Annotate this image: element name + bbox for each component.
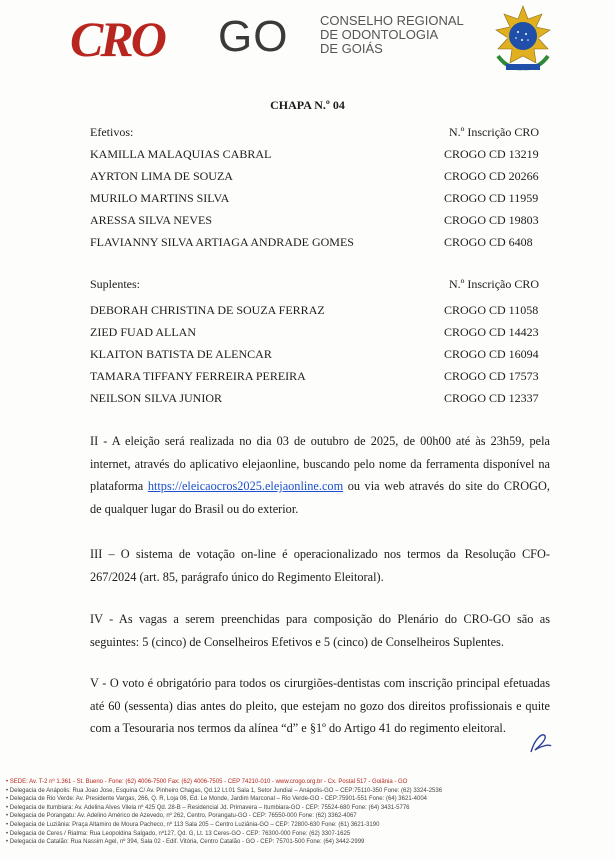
member-registration: CROGO CD 19803	[444, 213, 539, 227]
efetivos-col-header: N.º Inscrição CRO	[449, 125, 540, 139]
member-registration: CROGO CD 20266	[444, 169, 539, 183]
footer-addresses	[6, 778, 615, 847]
footer-line: • SEDE: Av. T-2 nº 1.361 - St. Bueno - Fone: (62) 4006-7500 Fax: (62) 4006-7505 - CEP 74210-010 - www.crogo.org.br - Cx. Postal 517 - Goiânia - GO	[6, 779, 408, 785]
brazil-coat-of-arms-icon	[488, 4, 558, 74]
member-name: NEILSON SILVA JUNIOR	[90, 391, 223, 405]
suplentes-col-header: N.º Inscrição CRO	[449, 277, 540, 291]
paragraph-v: V - O voto é obrigatório para todos os cirurgiões-dentistas com inscrição principal efetuadas até 60 (sessenta) dias antes do pleito, que estejam no gozo dos direitos profissionais e quite com a Tesouraria nos termos da alínea “d” e §1º do Artigo 41 do regimento eleitoral.	[90, 676, 550, 735]
go-logo-text: GO	[218, 12, 289, 61]
paragraph-iv: IV - As vagas a serem preenchidas para composição do Plenário do CRO-GO são as seguintes: 5 (cinco) de Conselheiros Efetivos e 5 (cinco) de Conselheiros Suplentes.	[90, 612, 550, 649]
member-name: ARESSA SILVA NEVES	[90, 213, 213, 227]
org-name-line: CONSELHO REGIONAL	[320, 13, 464, 28]
footer-line: • Delegacia de Rio Verde: Av. Presidente Vargas, 266, Q. R, Loja 06, Ed. Le Monde, Jardim Marconal – Rio Verde-GO - CEP:75901-551 Fone: (64) 3621-4004	[6, 796, 428, 803]
member-registration: CROGO CD 12337	[444, 391, 539, 405]
footer-line: • Delegacia de Itumbiara: Av. Adelina Alves Vilela nº 425 Qd. 28-B – Residencial Jd. Primavera – Itumbiara-GO - CEP: 75524-680 Fone: (64) 3431-5776	[6, 804, 410, 811]
member-registration: CROGO CD 13219	[444, 147, 539, 161]
member-name: KLAITON BATISTA DE ALENCAR	[90, 347, 272, 361]
member-registration: CROGO CD 6408	[444, 235, 533, 249]
member-registration: CROGO CD 17573	[444, 369, 539, 383]
member-name: AYRTON LIMA DE SOUZA	[90, 169, 233, 183]
member-registration: CROGO CD 16094	[444, 347, 539, 361]
efetivos-label: Efetivos:	[90, 125, 134, 139]
paragraph-iii: III – O sistema de votação on-line é operacionalizado nos termos da Resolução CFO-267/2024 (art. 85, parágrafo único do Regimento Eleitoral).	[90, 547, 550, 584]
paragraph-text: II - A eleição será realizada no dia 03 de outubro de 2025, de 00h00 até às 23h59, pela internet, através do aplicativo elejaonline, buscando pelo nome da ferramenta disponível na plataforma	[90, 434, 550, 493]
footer-line: • Delegacia de Luziânia: Praça Altamiro de Moura Pacheco, nº 113 Sala 205 – Centro Luziânia-GO – CEP: 72800-630 Fone: (61) 3621-3190	[6, 821, 380, 828]
member-registration: CROGO CD 11959	[444, 191, 539, 205]
paragraph-text: ou via web através do site do CROGO, de qualquer lugar do Brasil ou do exterior.	[90, 479, 550, 516]
organization-name	[320, 14, 464, 56]
signature-icon	[525, 728, 555, 758]
footer-line: • Delegacia de Ceres / Rialma: Rua Leopoldina Salgado, nº127, Qd. G, Lt. 13 Ceres-GO - CEP: 76300-000 Fone: (62) 3307-1625	[6, 830, 351, 837]
suplentes-label: Suplentes:	[90, 277, 140, 291]
footer-line: • Delegacia de Porangatu: Av. Adelino Américo de Azevedo, nº 262, Centro, Porangatu-GO - CEP: 76550-000 Fone: (62) 3362-4067	[6, 813, 357, 820]
member-name: FLAVIANNY SILVA ARTIAGA ANDRADE GOMES	[90, 235, 354, 249]
paragraph-ii	[90, 430, 550, 520]
member-name: MURILO MARTINS SILVA	[90, 191, 230, 205]
footer-line: • Delegacia de Catalão: Rua Nassim Agel, nº 394, Sala 02 - Edif. Vitória, Centro Catalão - GO - CEP: 75701-500 Fone: (64) 3442-2999	[6, 839, 365, 846]
member-registration: CROGO CD 14423	[444, 325, 539, 339]
member-name: TAMARA TIFFANY FERREIRA PEREIRA	[90, 369, 306, 383]
chapa-title: CHAPA N.º 04	[270, 98, 345, 112]
org-name-line: DE ODONTOLOGIA	[320, 27, 439, 42]
member-name: DEBORAH CHRISTINA DE SOUZA FERRAZ	[90, 303, 325, 317]
org-name-line: DE GOIÁS	[320, 41, 383, 56]
election-link[interactable]: https://eleicaocros2025.elejaonline.com	[147, 479, 344, 493]
footer-line: • Delegacia de Anápolis: Rua Joao Jose, Esquina C/ Av. Pinheiro Chagas, Qd.12 Lt.01 Sala 1, Setor Jundiaí – Anápolis-GO – CEP:75110-350 Fone: (62) 3324-2536	[6, 787, 443, 794]
letterhead	[0, 0, 615, 85]
member-name: ZIED FUAD ALLAN	[90, 325, 196, 339]
member-name: KAMILLA MALAQUIAS CABRAL	[90, 147, 272, 161]
member-registration: CROGO CD 11058	[444, 303, 539, 317]
cro-logo-text: CRO	[70, 11, 164, 67]
